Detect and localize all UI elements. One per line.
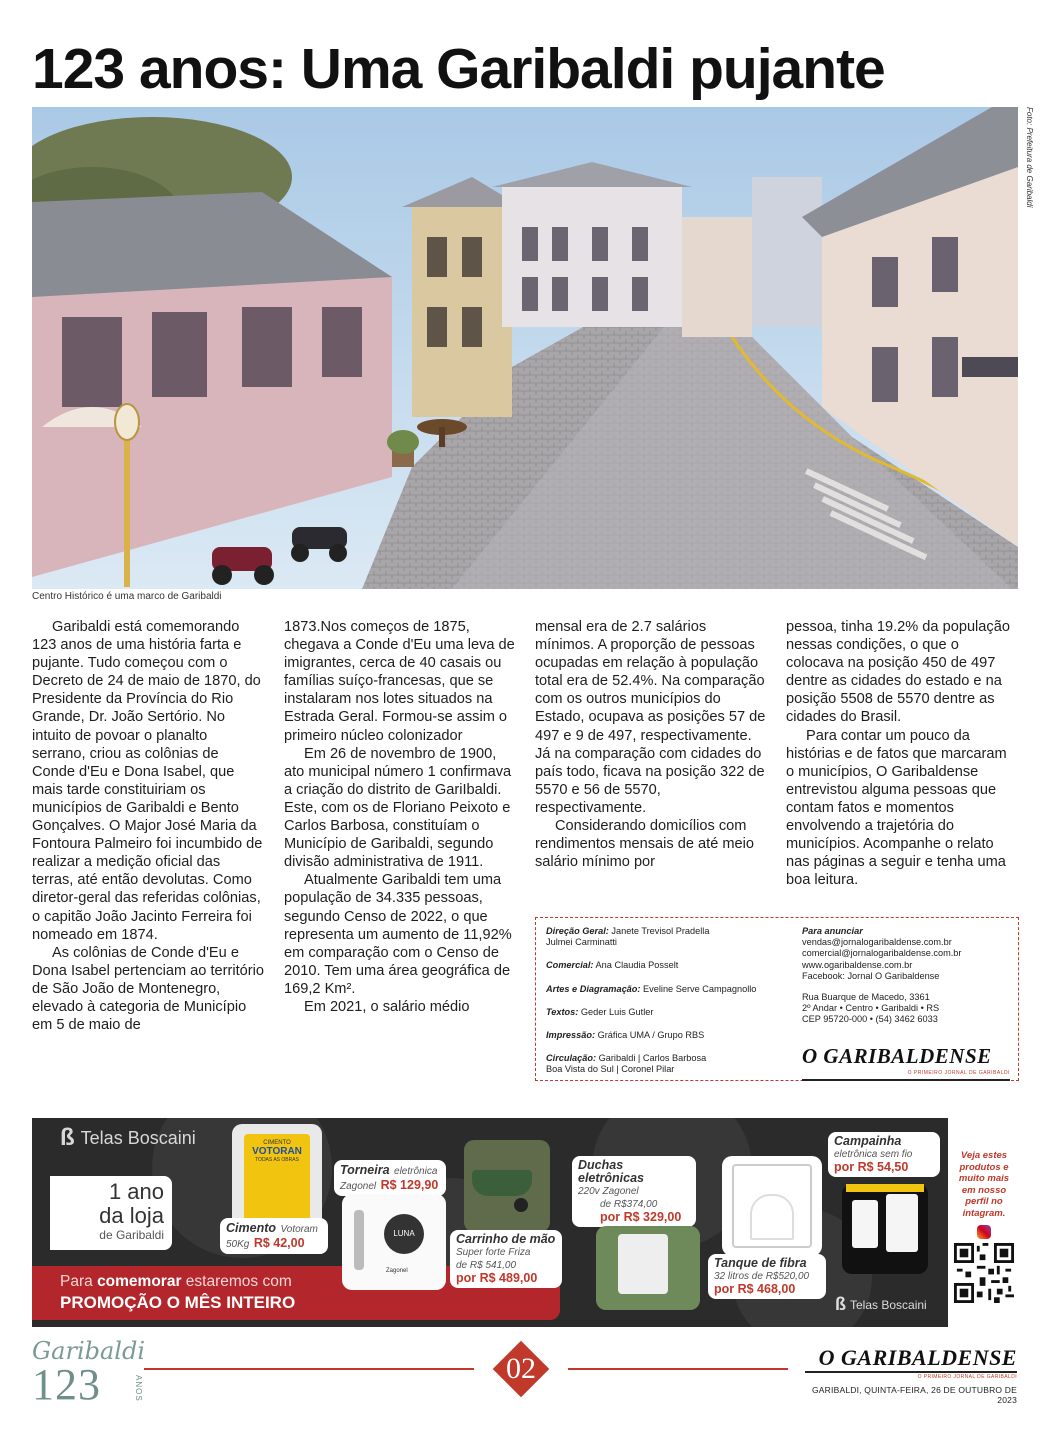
facebook-link[interactable]: Facebook: Jornal O Garibaldense <box>802 970 940 981</box>
paragraph: Em 2021, o salário médio <box>304 998 470 1015</box>
instagram-text: Veja estes produtos e muito mais em nosso perfil no intagram. <box>958 1150 1010 1219</box>
direcao-value: Janete Trevisol Pradella <box>611 926 710 936</box>
address-line-2: 2º Andar • Centro • Garibaldi • RS <box>802 1003 940 1014</box>
direcao-label: Direção Geral: <box>546 926 609 936</box>
article-column-4 <box>786 618 1018 889</box>
anniversary-line-2: da loja <box>99 1203 164 1228</box>
textos-label: Textos: <box>546 1006 579 1017</box>
page-number-badge <box>474 1340 568 1398</box>
product-card-campainha[interactable]: Campainha eletrônica sem fio por R$ 54,50 <box>828 1132 940 1177</box>
photo-caption: Centro Histórico é uma marco de Garibaldi <box>32 591 222 602</box>
laundry-tank-image <box>722 1156 822 1256</box>
headline: 123 anos: Uma Garibaldi pujante <box>32 37 885 101</box>
anunciar-label: Para anunciar <box>802 926 863 936</box>
anniversary-line-3: de Garibaldi <box>99 1228 164 1242</box>
cement-bag-image: CIMENTO VOTORAN TODAS AS OBRAS <box>232 1124 322 1232</box>
paragraph: Em 26 de novembro de 1900, ato municipal número 1 confirmava a criação do distrito de GariIbaldi. Este, com os de Floriano Peixoto e Carlos Barbosa, constituíam o Município de Garibaldi, segundo divisão administrativa de 1911. <box>284 745 512 871</box>
page-number: 02 <box>506 1352 536 1385</box>
paragraph: pessoa, tinha 19.2% da população nessas condições, o que o colocava na posição 450 de 497 dentre as cidades do estado e na posição 5508 de 5570 dentre as cidades do Brasil. <box>786 619 1010 726</box>
comercial-label: Comercial: <box>546 960 594 971</box>
anniversary-badge <box>50 1176 172 1250</box>
masthead-title: O GARIBALDENSE <box>802 1044 992 1068</box>
email-vendas[interactable]: vendas@jornalogaribaldense.com.br <box>802 937 952 948</box>
logo-script-text: Garibaldi <box>32 1337 146 1365</box>
street-photo <box>32 107 1018 589</box>
comercial-value: Ana Claudia Posselt <box>595 960 679 971</box>
paragraph: Garibaldi está comemorando 123 anos de uma história farta e pujante. Tudo começou com o Decreto de 24 de maio de 1870, do Presidente da Província do Rio Grande, Dr. João Sertório. No intuito de povoar o planalto serrano, criou as colônias de Conde d'Eu e Dona Isabel, que mais tarde constituiriam os municípios de Garibaldi e Bento Gonçalves. O Major José Maria da Fontoura Palmeiro foi incumbido de realizar a medição oficial das terras, até então devolutas. Como diretor-geral das referidas colônias, o capitão João Jacinto Ferreira foi nomeado em 1874. <box>32 619 263 943</box>
circulacao-label: Circulação: <box>546 1053 597 1064</box>
shower-image <box>596 1226 700 1310</box>
article-column-1 <box>32 618 264 1034</box>
votoran-logo: VOTORAN <box>252 1146 302 1157</box>
site-link[interactable]: www.ogaribaldense.com.br <box>802 959 913 970</box>
expediente-box <box>535 917 1019 1081</box>
impressao-value: Gráfica UMA / Grupo RBS <box>597 1030 705 1041</box>
ad-brand-logo-2: ß Telas Boscaini <box>835 1294 927 1314</box>
paragraph: 1873.Nos começos de 1875, chegava a Conde d'Eu uma leva de imigrantes, cerca de 40 casais ou famílias suíço-francesas, que se instalaram nos lotes situados na Estrada Geral. Formou-se assim o primeiro núcleo colonizador <box>284 619 515 744</box>
ad-brand-logo <box>60 1124 196 1152</box>
textos-value: Geder Luis Gutler <box>580 1006 654 1017</box>
logo-number: 123 <box>32 1360 101 1409</box>
footer-masthead-title: O GARIBALDENSE <box>818 1345 1017 1370</box>
email-comercial[interactable]: comercial@jornalogaribaldense.com.br <box>802 948 962 959</box>
expediente-credits <box>546 926 796 1082</box>
masthead-subtitle: O PRIMEIRO JORNAL DE GARIBALDI <box>907 1070 1010 1076</box>
promo-line-2: PROMOÇÃO O MÊS INTEIRO <box>60 1293 296 1312</box>
footer-masthead <box>805 1345 1017 1405</box>
wheelbarrow-image <box>464 1140 550 1232</box>
faucet-image: LUNA Zagonel <box>342 1194 446 1290</box>
brand-b-icon: ß <box>835 1294 846 1314</box>
address-line-3: CEP 95720-000 • (54) 3462 6033 <box>802 1014 938 1025</box>
paragraph: mensal era de 2.7 salários mínimos. A proporção de pessoas ocupadas em relação à população total era de 52.4%. Na comparação com os outros municípios do Estado, ocupava as posições 57 de 497 e 9 de 497, respectivamente. Já na comparação com cidades do país todo, ficava na posição 322 de 5570 e 56 de 5570, respectivamente. <box>535 619 766 816</box>
paragraph: Considerando domicílios com rendimentos mensais de até meio salário mínimo por <box>535 818 755 871</box>
promo-line-1: Para comemorar estaremos com <box>60 1273 292 1290</box>
footer-masthead-subtitle: O PRIMEIRO JORNAL DE GARIBALDI <box>805 1371 1017 1380</box>
paragraph: As colônias de Conde d'Eu e Dona Isabel pertenciam ao território de São João de Montenegro, elevado à categoria de Município em 5 de maio de <box>32 944 264 1034</box>
photo-credit: Foto: Prefeitura de Garibaldi <box>1025 107 1034 208</box>
doorbell-image <box>842 1184 928 1274</box>
product-card-cimento[interactable]: Cimento Votoram 50Kg R$ 42,00 <box>220 1218 328 1254</box>
qr-code-icon[interactable] <box>954 1243 1014 1303</box>
divider-line <box>568 1368 788 1370</box>
article-column-2 <box>284 618 516 1016</box>
instagram-icon[interactable] <box>977 1225 991 1239</box>
artes-label: Artes e Diagramação: <box>546 983 641 994</box>
anniversary-logo <box>32 1337 152 1437</box>
address-line-1: Rua Buarque de Macedo, 3361 <box>802 992 930 1003</box>
product-card-torneira[interactable]: Torneira eletrônica Zagonel R$ 129,90 <box>334 1160 446 1196</box>
expediente-contact <box>802 926 1012 1026</box>
impressao-label: Impressão: <box>546 1030 596 1041</box>
divider-line <box>144 1368 474 1370</box>
instagram-promo <box>948 1118 1020 1327</box>
article-column-3 <box>535 618 767 871</box>
product-card-carrinho[interactable]: Carrinho de mão Super forte Friza de R$ 541,00 por R$ 489,00 <box>450 1230 562 1288</box>
circulacao-value-2: Boa Vista do Sul | Coronel Pilar <box>546 1064 675 1075</box>
logo-anos: ANOS <box>134 1375 143 1402</box>
ad-brand-name: Telas Boscaini <box>80 1127 196 1148</box>
anniversary-line-1: 1 ano <box>108 1179 164 1204</box>
brand-b-icon: ß <box>60 1124 75 1151</box>
store-advertisement <box>32 1118 1020 1327</box>
edition-date: GARIBALDI, QUINTA-FEIRA, 26 DE OUTUBRO DE 2023 <box>812 1385 1017 1405</box>
artes-value: Eveline Serve Campagnollo <box>643 983 757 994</box>
masthead-logo-small <box>802 1044 1010 1081</box>
product-card-tanque[interactable]: Tanque de fibra 32 litros de R$520,00 por R$ 468,00 <box>708 1254 826 1299</box>
paragraph: Atualmente Garibaldi tem uma população de 34.335 pessoas, segundo Censo de 2022, o que representa um aumento de 11,92% em comparação com o Censo de 2010. Tem uma área geográfica de 169,2 Km². <box>284 872 512 997</box>
circulacao-value: Garibaldi | Carlos Barbosa <box>598 1053 707 1064</box>
luna-logo: LUNA <box>384 1214 424 1254</box>
product-card-duchas[interactable]: Duchas eletrônicas 220v Zagonel de R$374,00 por R$ 329,00 <box>572 1156 696 1227</box>
direcao-value-2: Julmei Carminatti <box>546 937 617 948</box>
paragraph: Para contar um pouco da histórias e de fatos que marcaram o municípios, O Garibaldense entrevistou alguma pessoas que contam fatos e momentos envolvendo a trajetória do municípios. Acompanhe o relato nas páginas a seguir e tenha uma boa leitura. <box>786 727 1007 889</box>
